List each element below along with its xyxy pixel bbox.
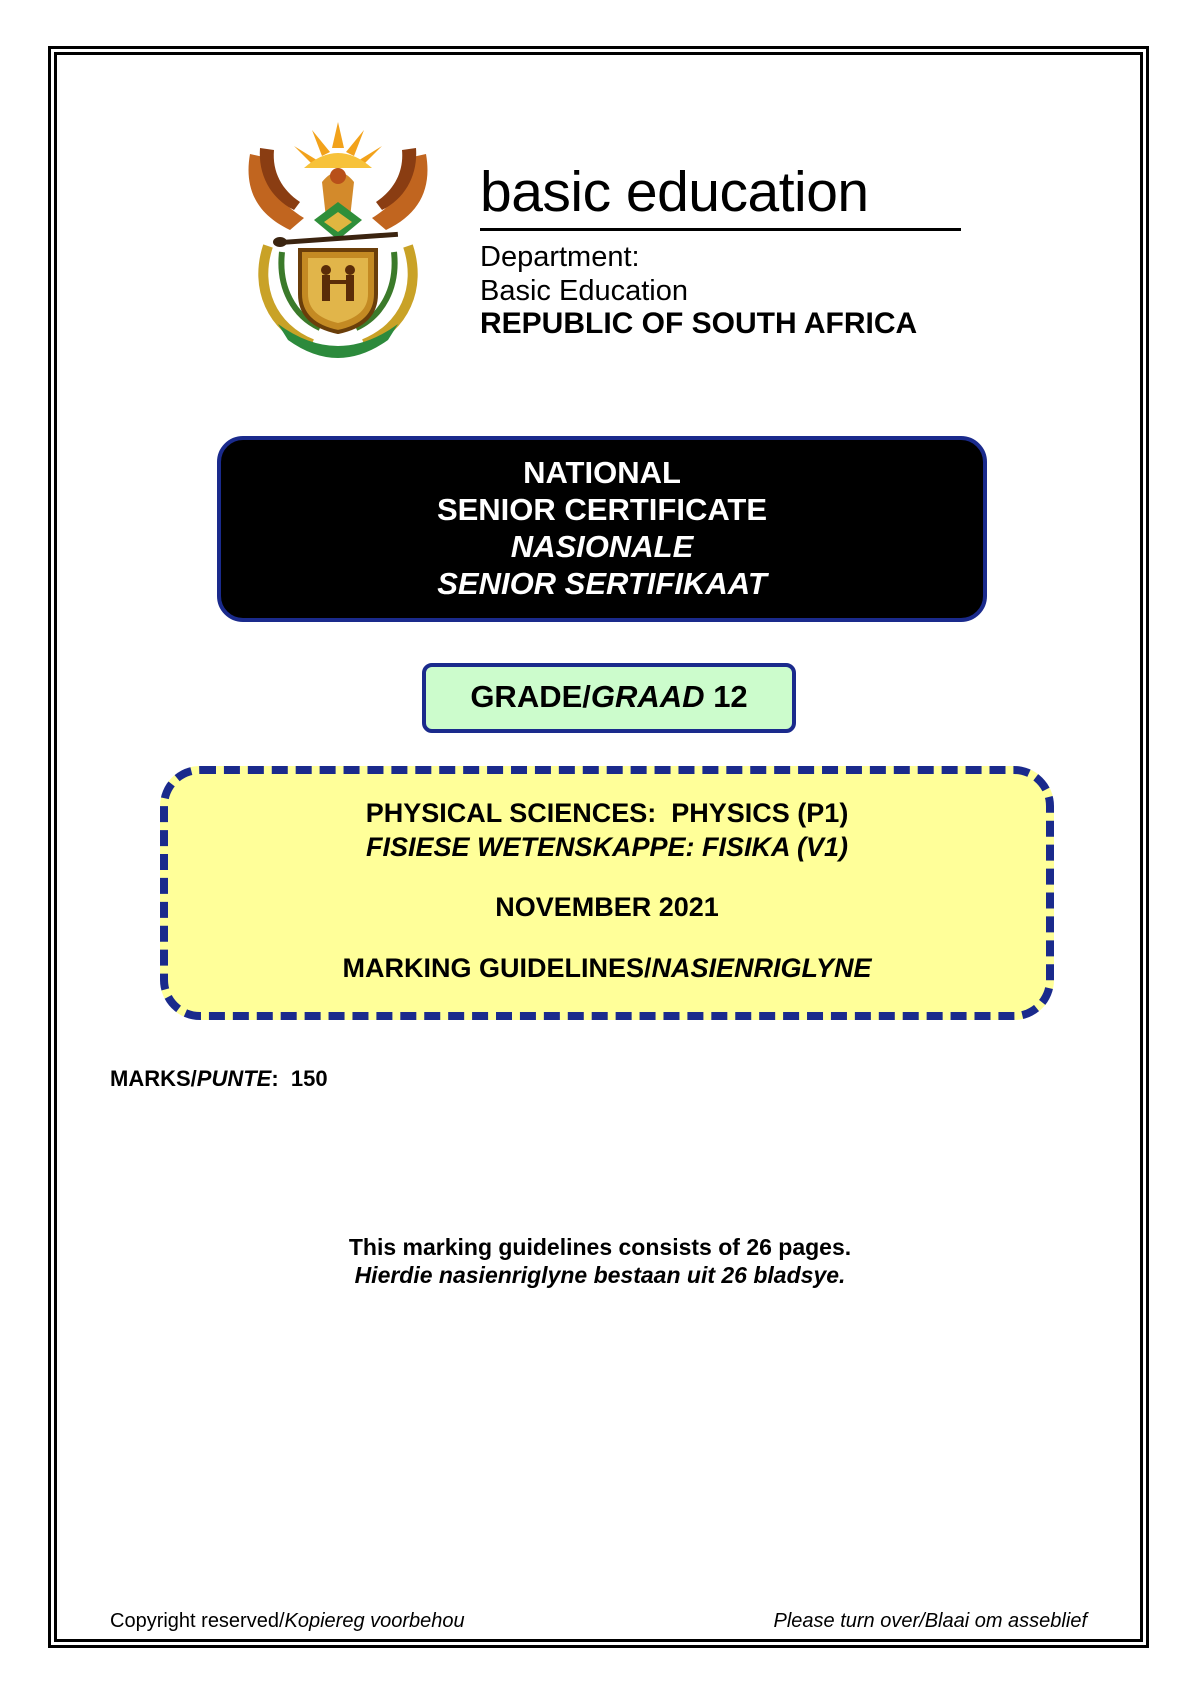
grade-badge	[422, 663, 796, 733]
page-count-af: Hierdie nasienriglyne bestaan uit 26 bladsye.	[354, 1262, 846, 1288]
marks-separator: :	[271, 1066, 279, 1091]
footer-copyright	[110, 1610, 465, 1633]
department-name: Basic Education	[480, 275, 688, 307]
certificate-line-2: SENIOR CERTIFICATE	[436, 492, 768, 527]
copyright-label: Copyright reserved/	[110, 1610, 285, 1632]
total-marks	[110, 1066, 328, 1092]
marks-value: 150	[290, 1066, 328, 1091]
grade-label: GRADE/	[470, 679, 591, 714]
grade-label-af: GRAAD	[590, 679, 705, 714]
exam-date: NOVEMBER 2021	[495, 892, 719, 922]
department-label: Department:	[480, 241, 640, 273]
subject-title-af: FISIESE WETENSKAPPE: FISIKA (V1)	[365, 832, 849, 862]
coat-of-arms-icon	[238, 118, 438, 364]
country-name: REPUBLIC OF SOUTH AFRICA	[480, 307, 918, 340]
subject-prefix: PHYSICAL SCIENCES:	[365, 798, 657, 828]
certificate-banner	[217, 436, 987, 622]
grade-number: 12	[713, 679, 748, 714]
guidelines-label-af: NASIENRIGLYNE	[651, 953, 872, 983]
certificate-line-4: SENIOR SERTIFIKAAT	[437, 566, 767, 601]
copyright-label-af: Kopiereg voorbehou	[284, 1610, 465, 1632]
certificate-line-1: NATIONAL	[523, 455, 681, 490]
page-count-en: This marking guidelines consists of 26 pages.	[348, 1234, 852, 1260]
certificate-line-3: NASIONALE	[510, 529, 694, 564]
subject-suffix: PHYSICS (P1)	[671, 798, 849, 828]
brand-underline	[480, 228, 961, 231]
footer-turn-over: Please turn over/Blaai om asseblief	[773, 1610, 1087, 1632]
guidelines-title	[168, 953, 1046, 984]
marks-label: MARKS/	[110, 1066, 197, 1091]
subject-panel	[160, 766, 1054, 1020]
subject-title-en	[168, 798, 1046, 829]
guidelines-label: MARKING GUIDELINES/	[342, 953, 652, 983]
marks-label-af: PUNTE	[196, 1066, 272, 1091]
brand-title: basic education	[480, 160, 869, 224]
